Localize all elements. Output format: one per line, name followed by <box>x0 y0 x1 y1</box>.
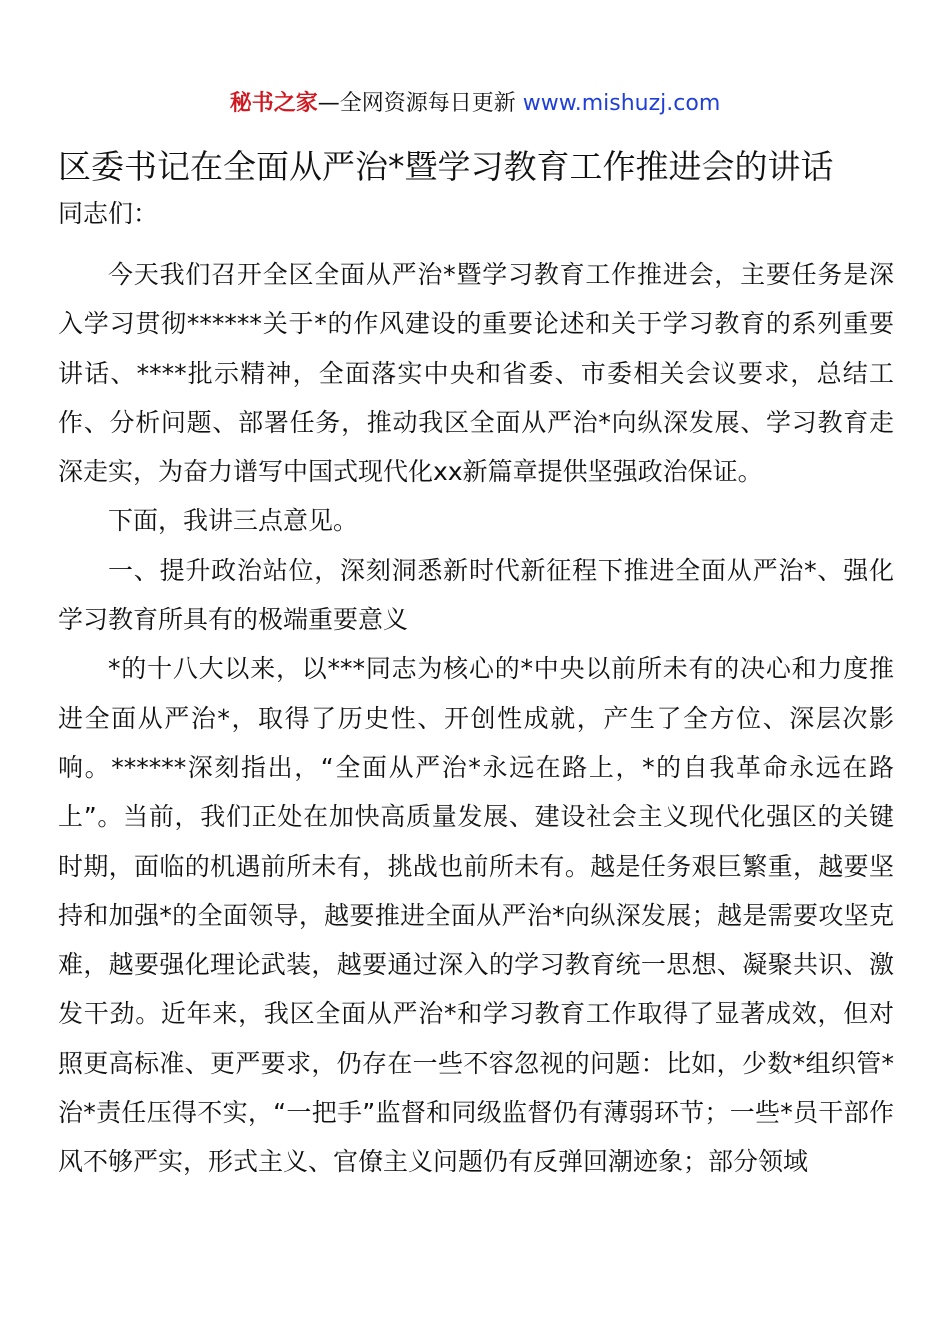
document-title: 区委书记在全面从严治*暨学习教育工作推进会的讲话 <box>58 147 834 186</box>
site-tagline: —全网资源每日更新 <box>317 91 523 116</box>
salutation: 同志们： <box>58 199 159 228</box>
document-body <box>58 250 894 1187</box>
paragraph-transition: 下面，我讲三点意见。 <box>108 506 359 536</box>
section-heading-1: 一、提升政治站位，深刻洞悉新时代新征程下推进全面从严治*、强化学习教育所具有的极端重要意义 <box>58 555 894 635</box>
brand-name: 秘书之家 <box>229 91 318 116</box>
site-header <box>0 86 950 122</box>
site-url: www.mishuzj.com <box>522 91 721 116</box>
paragraph-section-1: *的十八大以来，以***同志为核心的*中央以前所未有的决心和力度推进全面从严治*，取得了历史性、开创性成就，产生了全方位、深层次影响。******深刻指出，“全面从严治*永远在路上，*的自我革命永远在路上”。当前，我们正处在加快高质量发展、建设社会主义现代化强区的关键时期，面临的机遇前所未有，挑战也前所未有。越是任务艰巨繁重，越要坚持和加强*的全面领导，越要推进全面从严治*向纵深发展；越是需要攻坚克难，越要强化理论武装，越要通过深入的学习教育统一思想、凝聚共识、激发干劲。近年来，我区全面从严治*和学习教育工作取得了显著成效，但对照更高标准、更严要求，仍存在一些不容忽视的问题：比如，少数*组织管*治*责任压得不实，“一把手”监督和同级监督仍有薄弱环节；一些*员干部作风不够严实，形式主义、官僚主义问题仍有反弹回潮迹象；部分领域 <box>58 654 894 1177</box>
paragraph-intro: 今天我们召开全区全面从严治*暨学习教育工作推进会，主要任务是深入学习贯彻******关于*的作风建设的重要论述和关于学习教育的系列重要讲话、****批示精神，全面落实中央和省委、市委相关会议要求，总结工作、分析问题、部署任务，推动我区全面从严治*向纵深发展、学习教育走深走实，为奋力谱写中国式现代化xx新篇章提供坚强政治保证。 <box>58 260 894 487</box>
